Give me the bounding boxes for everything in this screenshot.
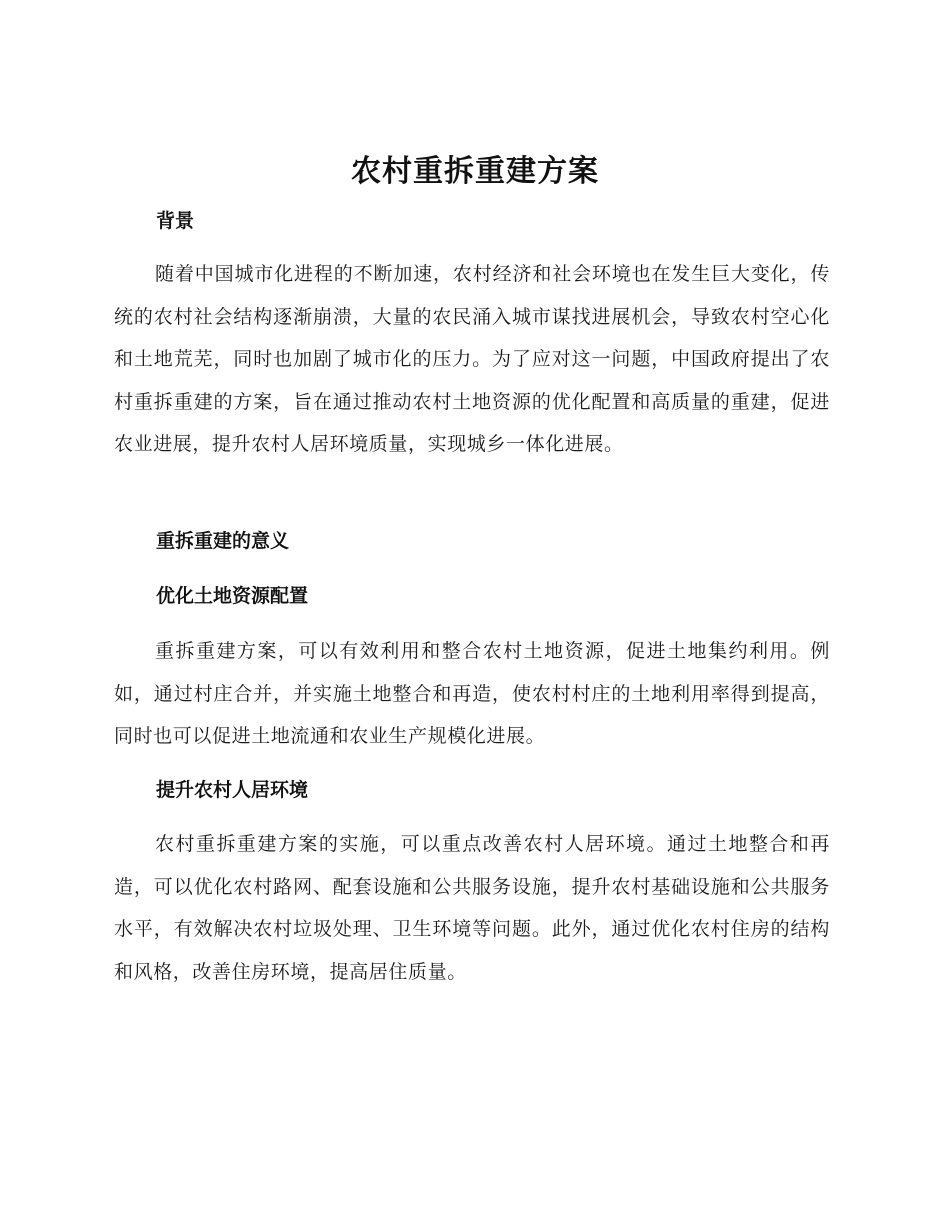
section-body-background: 随着中国城市化进程的不断加速，农村经济和社会环境也在发生巨大变化，传统的农村社会结构逐渐崩溃，大量的农民涌入城市谋找进展机会，导致农村空心化和土地荒芜，同时也加剧了城市化的压力。为了应对这一问题，中国政府提出了农村重拆重建的方案，旨在通过推动农村土地资源的优化配置和高质量的重建，促进农业进展，提升农村人居环境质量，实现城乡一体化进展。 [114,263,830,455]
section-body-land-allocation: 重拆重建方案，可以有效利用和整合农村土地资源，促进土地集约利用。例如，通过村庄合并，并实施土地整合和再造，使农村村庄的土地利用率得到提高，同时也可以促进土地流通和农业生产规模化进展。 [114,640,830,747]
section-body-living-environment: 农村重拆重建方案的实施，可以重点改善农村人居环境。通过土地整合和再造，可以优化农村路网、配套设施和公共服务设施，提升农村基础设施和公共服务水平，有效解决农村垃圾处理、卫生环境等问题。此外，通过优化农村住房的结构和风格，改善住房环境，提高居住质量。 [114,833,830,983]
section-heading-background: 背景 [156,210,195,232]
section-heading-living-environment: 提升农村人居环境 [156,779,309,801]
section-heading-land-allocation: 优化土地资源配置 [156,585,309,607]
section-heading-significance: 重拆重建的意义 [156,530,290,552]
document-title: 农村重拆重建方案 [351,154,599,189]
